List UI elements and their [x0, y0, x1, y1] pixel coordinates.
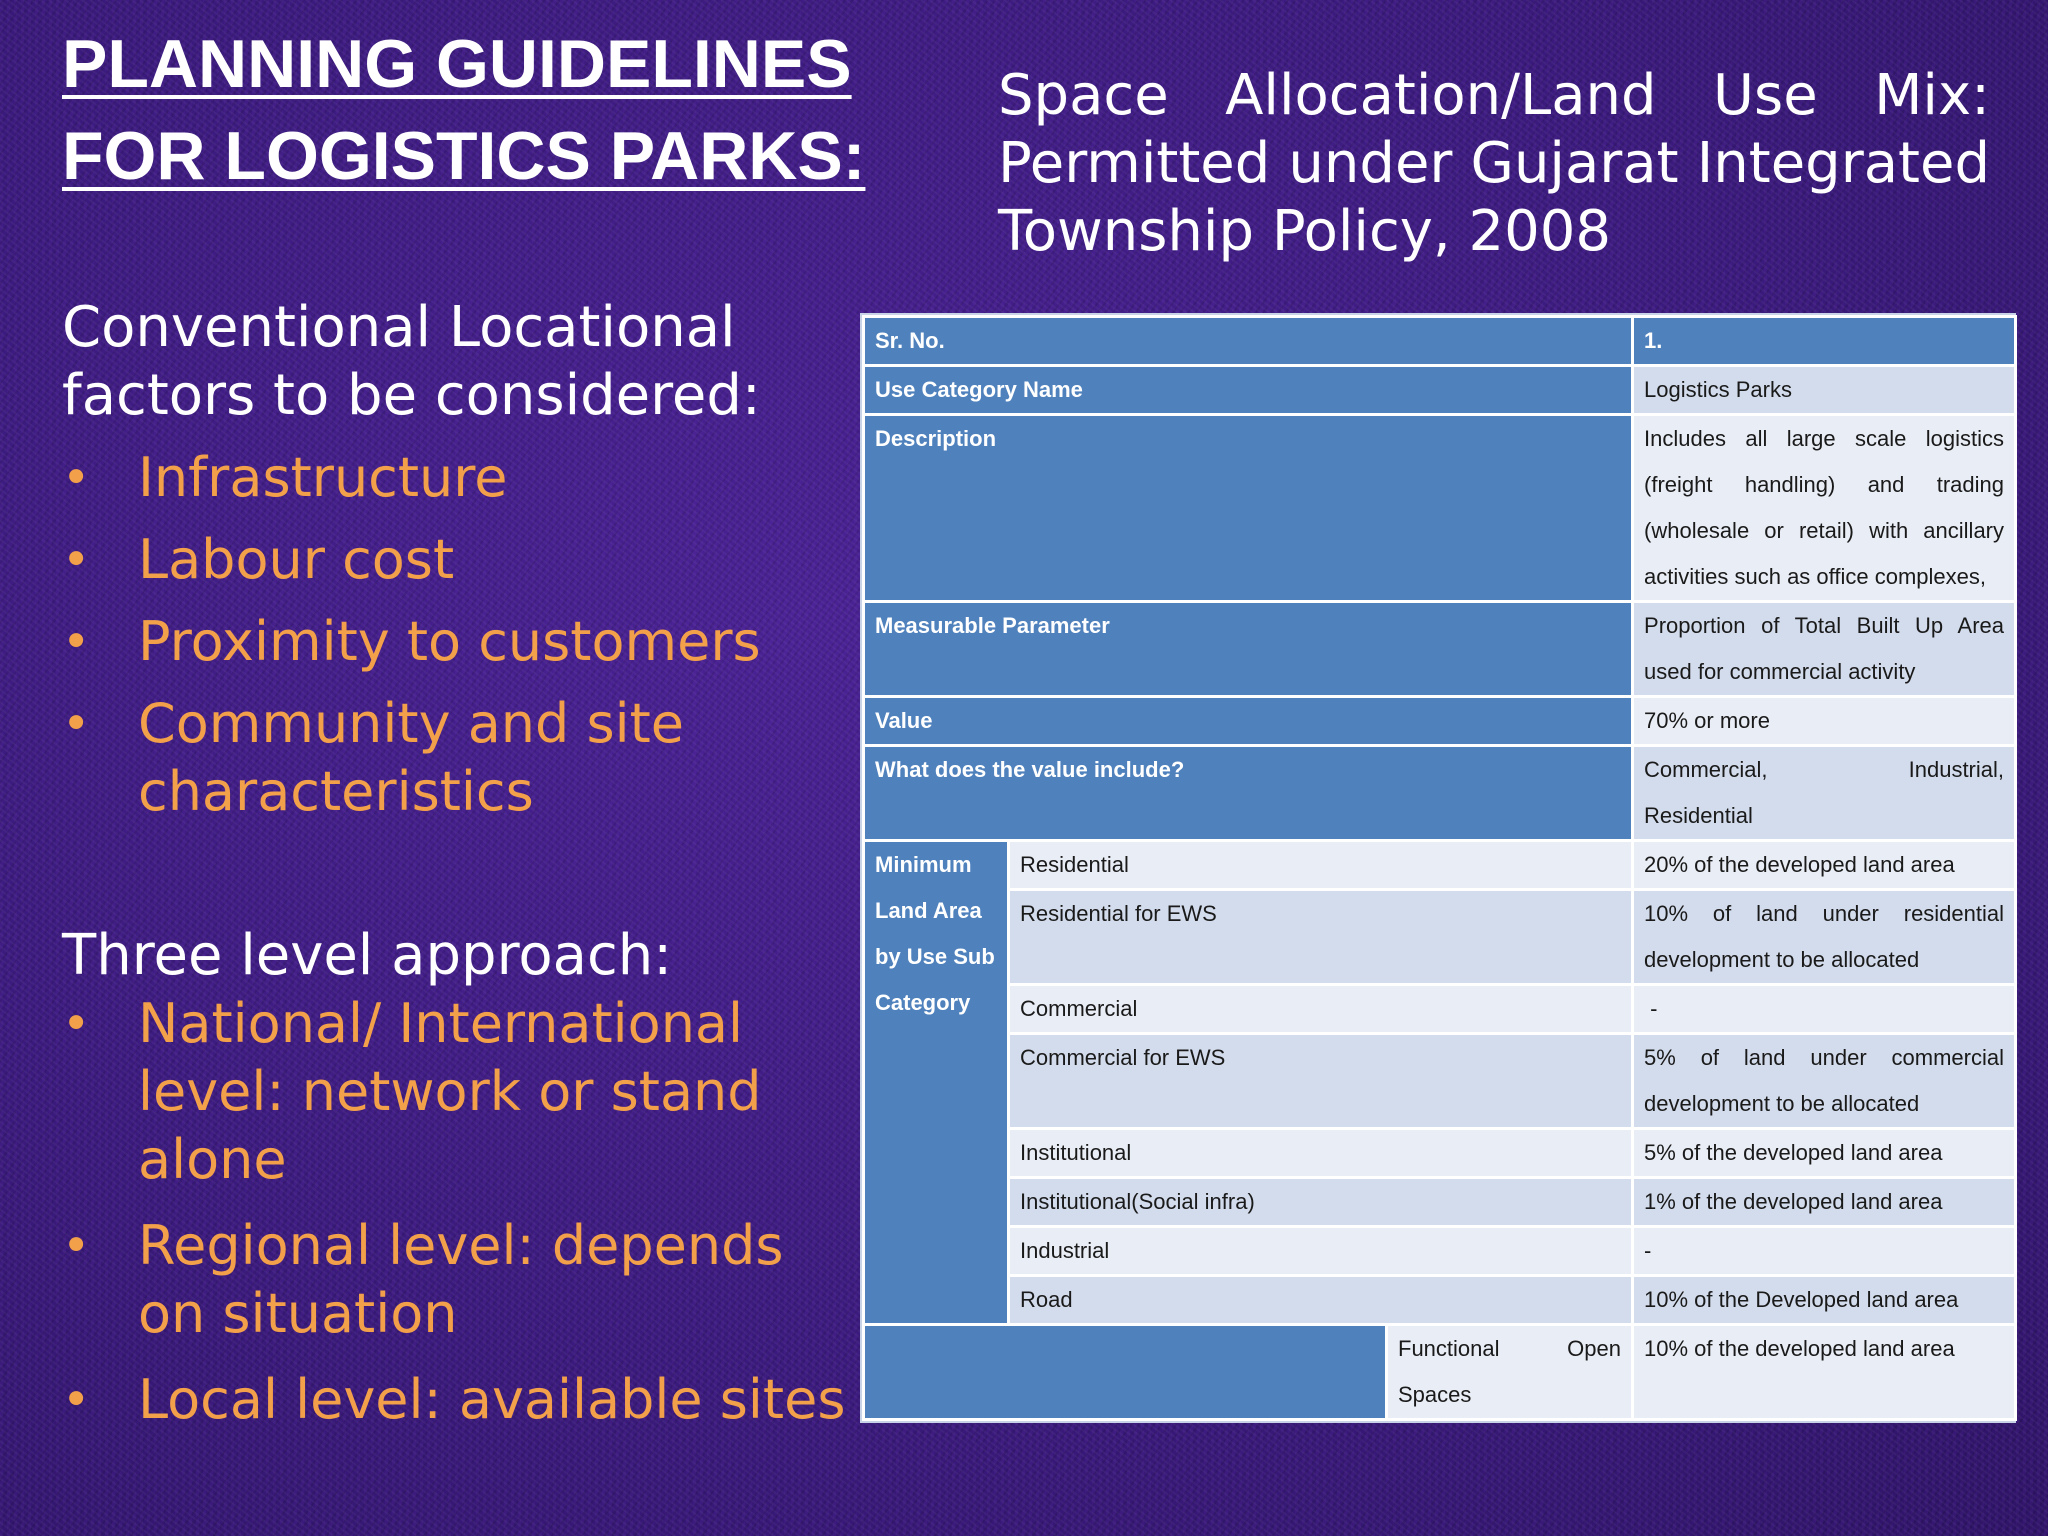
list-item [62, 1212, 852, 1348]
category-label-line: Minimum [875, 852, 972, 877]
locational-heading-line-2: factors to be considered: [62, 363, 761, 428]
table-row-value: 70% or more [1633, 697, 2016, 746]
list-item-text: Regional level: depends on situation [138, 1214, 784, 1345]
list-item [62, 444, 852, 512]
table-row-value [1633, 746, 2016, 841]
list-item [62, 526, 852, 594]
table-row [864, 317, 2016, 366]
locational-factors-section [62, 294, 852, 826]
table-row [864, 697, 2016, 746]
approach-heading: Three level approach: [62, 923, 673, 988]
approach-list [62, 990, 852, 1434]
table-row-label: Measurable Parameter [864, 602, 1633, 697]
value-industrial: Industrial, [1908, 757, 2005, 782]
blank-cell [864, 1325, 1387, 1420]
sub-category-name: Residential [1009, 841, 1633, 890]
sub-category-name: Institutional [1009, 1129, 1633, 1178]
land-use-table-footer [862, 1323, 2017, 1421]
category-label-line: by Use Sub [875, 944, 995, 969]
locational-factors-list [62, 444, 852, 826]
land-use-table-grid [862, 315, 2017, 1326]
list-item-text: Proximity to customers [138, 610, 761, 673]
table-row-label: What does the value include? [864, 746, 1633, 841]
table-row [864, 841, 2016, 890]
value-residential: Residential [1644, 803, 1753, 828]
sub-category-value: 10% of land under residential development to be allocated [1633, 890, 2016, 985]
sub-category-value: 1% of the developed land area [1633, 1178, 2016, 1227]
sub-category-name: Industrial [1009, 1227, 1633, 1276]
page-title [62, 18, 865, 202]
table-row-label: Sr. No. [864, 317, 1633, 366]
category-label-line: Category [875, 990, 971, 1015]
table-row [864, 1325, 2016, 1420]
land-use-table [860, 313, 2016, 1423]
subtitle-line-2: Permitted under Gujarat Integrated [998, 131, 1990, 196]
table-row-value: Includes all large scale logistics (freight handling) and trading (wholesale or retail) with ancillary activities such as office complexes, [1633, 415, 2016, 602]
list-item [62, 1366, 852, 1434]
sub-category-name: Commercial [1009, 985, 1633, 1034]
table-row [864, 1227, 2016, 1276]
sub-category-value: 5% of the developed land area [1633, 1129, 2016, 1178]
list-item-text: Labour cost [138, 528, 455, 591]
list-item [62, 608, 852, 676]
table-row [864, 985, 2016, 1034]
title-line-2: FOR LOGISTICS PARKS: [62, 118, 866, 194]
list-item-text: Community and site characteristics [138, 692, 684, 823]
sub-category-value: 20% of the developed land area [1633, 841, 2016, 890]
bullet-icon: • [62, 614, 91, 670]
locational-factors-heading [62, 294, 852, 430]
table-row-label: Value [864, 697, 1633, 746]
locational-heading-line-1: Conventional Locational [62, 295, 736, 360]
table-row-value: Proportion of Total Built Up Area used for commercial activity [1633, 602, 2016, 697]
bullet-icon: • [62, 696, 91, 752]
sub-category-name: Functional Open Spaces [1387, 1325, 1633, 1420]
sub-category-value: - [1633, 1227, 2016, 1276]
title-line-1: PLANNING GUIDELINES [62, 26, 852, 102]
table-row [864, 602, 2016, 697]
table-row [864, 415, 2016, 602]
sub-category-name: Residential for EWS [1009, 890, 1633, 985]
category-label-line: Land Area [875, 898, 982, 923]
approach-section [62, 922, 852, 1434]
table-row-label: Use Category Name [864, 366, 1633, 415]
bullet-icon: • [62, 1218, 91, 1274]
sub-category-name: Institutional(Social infra) [1009, 1178, 1633, 1227]
bullet-icon: • [62, 1372, 91, 1428]
sub-category-name: Road [1009, 1276, 1633, 1325]
table-row-value: Logistics Parks [1633, 366, 2016, 415]
sub-category-name: Commercial for EWS [1009, 1034, 1633, 1129]
list-item-text: National/ International level: network or stand alone [138, 992, 762, 1191]
sub-category-value: 5% of land under commercial development to be allocated [1633, 1034, 2016, 1129]
sub-category-value: 10% of the developed land area [1633, 1325, 2016, 1420]
value-commercial: Commercial, [1644, 757, 1768, 782]
table-row [864, 366, 2016, 415]
category-label [864, 841, 1009, 1325]
table-row [864, 1276, 2016, 1325]
subtitle-line-1: Space Allocation/Land Use Mix: [998, 63, 1990, 128]
subtitle-line-3: Township Policy, 2008 [998, 199, 1612, 264]
list-item [62, 690, 852, 826]
table-row [864, 1129, 2016, 1178]
list-item-text: Infrastructure [138, 446, 508, 509]
bullet-icon: • [62, 532, 91, 588]
table-row-label: Description [864, 415, 1633, 602]
bullet-icon: • [62, 996, 91, 1052]
list-item [62, 990, 852, 1194]
sub-category-value: - [1633, 985, 2016, 1034]
table-row [864, 746, 2016, 841]
list-item-text: Local level: available sites [138, 1368, 846, 1431]
table-row-value: 1. [1633, 317, 2016, 366]
table-row [864, 1034, 2016, 1129]
bullet-icon: • [62, 450, 91, 506]
table-row [864, 1178, 2016, 1227]
table-row [864, 890, 2016, 985]
sub-category-value: 10% of the Developed land area [1633, 1276, 2016, 1325]
table-title [998, 62, 1990, 266]
